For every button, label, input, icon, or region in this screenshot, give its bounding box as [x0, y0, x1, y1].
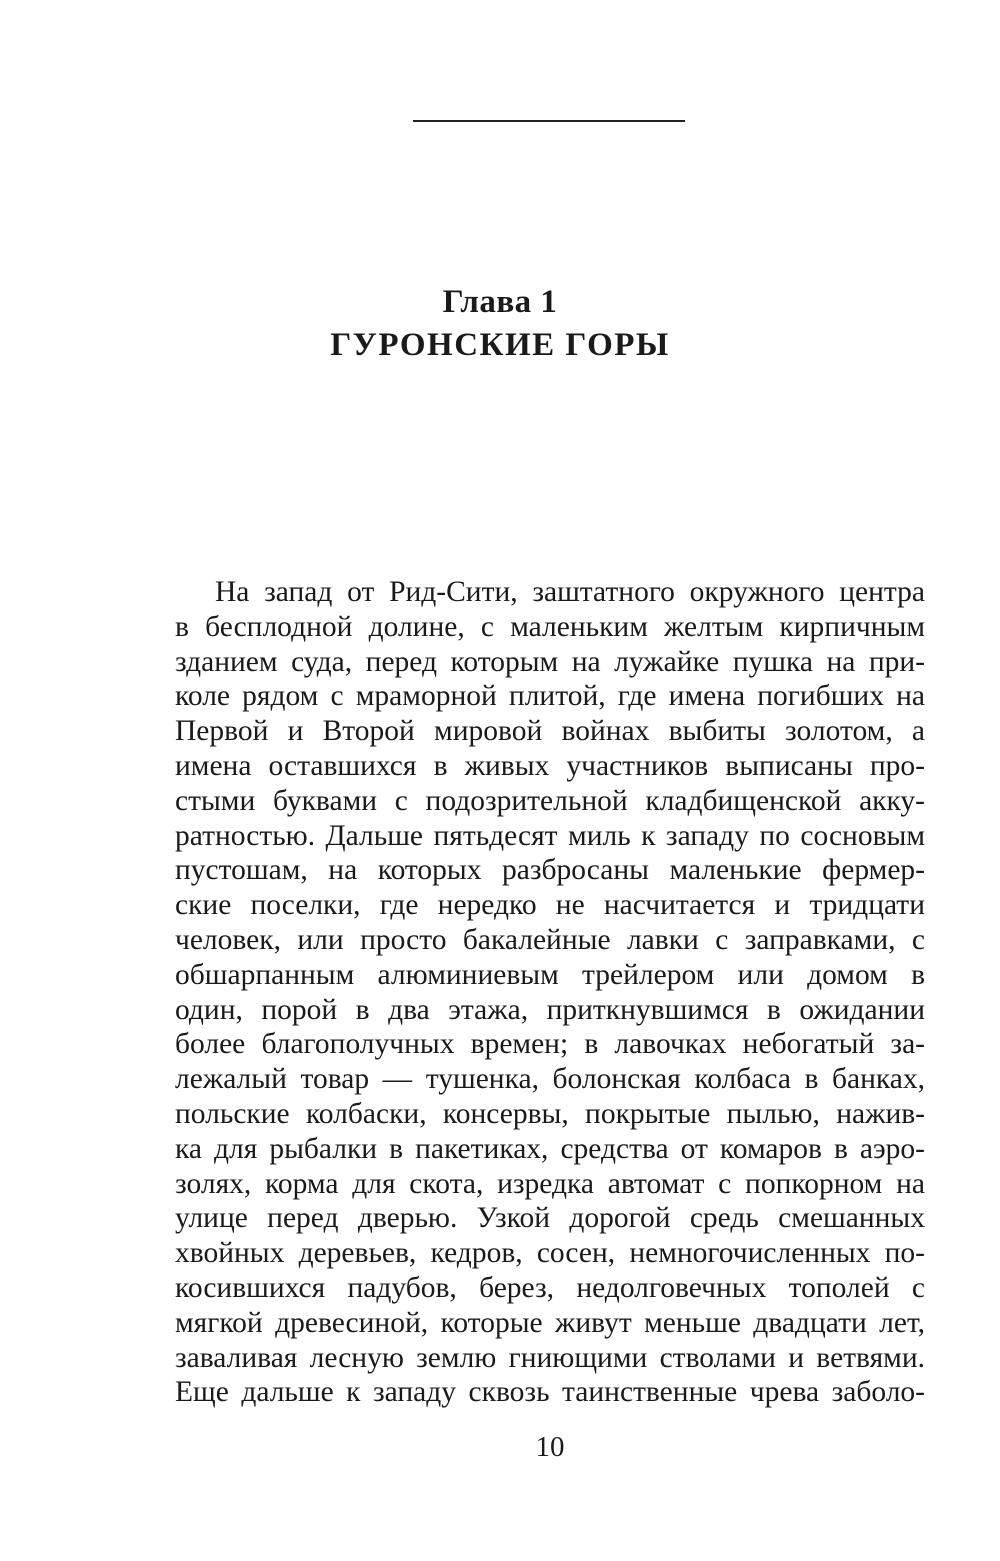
body-paragraph: [175, 575, 925, 1410]
text-line: Первой и Второй мировой войнах выбиты золотом, а: [175, 715, 925, 748]
text-line: имена оставшихся в живых участников выписаны про-: [175, 749, 925, 782]
text-line: более благополучных времен; в лавочках небогатый за-: [175, 1028, 925, 1061]
text-line: зданием суда, перед которым на лужайке пушка на при-: [175, 645, 925, 678]
chapter-label: Глава 1: [442, 284, 558, 320]
text-line: Еще дальше к западу сквозь таинственные чрева заболо-: [175, 1376, 925, 1409]
text-line: улице перед дверью. Узкой дорогой средь смешанных: [175, 1202, 925, 1235]
text-line: польские колбаски, консервы, покрытые пылью, нажив-: [175, 1097, 925, 1130]
text-line: ратностью. Дальше пятьдесят миль к западу по сосновым: [175, 819, 925, 852]
chapter-title: ГУРОНСКИЕ ГОРЫ: [330, 327, 670, 363]
text-line: косившихся падубов, берез, недолговечных тополей с: [175, 1271, 925, 1304]
page-number: 10: [535, 1431, 565, 1463]
text-line: коле рядом с мраморной плитой, где имена погибших на: [175, 680, 925, 713]
text-line: один, порой в два этажа, приткнувшимся в ожидании: [175, 993, 925, 1026]
header-rule: [413, 120, 685, 122]
text-line: человек, или просто бакалейные лавки с заправками, с: [175, 923, 925, 956]
text-line: хвойных деревьев, кедров, сосен, немногочисленных по-: [175, 1237, 925, 1270]
text-line: заваливая лесную землю гниющими стволами и ветвями.: [175, 1341, 925, 1374]
text-line: ские поселки, где нередко не насчитается и тридцати: [175, 889, 925, 922]
text-line: пустошам, на которых разбросаны маленькие фермер-: [175, 854, 925, 887]
text-line: мягкой древесиной, которые живут меньше двадцати лет,: [175, 1306, 925, 1339]
text-line: в бесплодной долине, с маленьким желтым кирпичным: [175, 610, 925, 643]
text-line: ка для рыбалки в пакетиках, средства от комаров в аэро-: [175, 1132, 925, 1165]
text-line: стыми буквами с подозрительной кладбищенской акку-: [175, 784, 925, 817]
text-line: обшарпанным алюминиевым трейлером или домом в: [175, 958, 925, 991]
text-line: золях, корма для скота, изредка автомат с попкорном на: [175, 1167, 925, 1200]
text-line: лежалый товар — тушенка, болонская колбаса в банках,: [175, 1063, 925, 1096]
text-line: На запад от Рид-Сити, заштатного окружного центра: [215, 576, 925, 608]
